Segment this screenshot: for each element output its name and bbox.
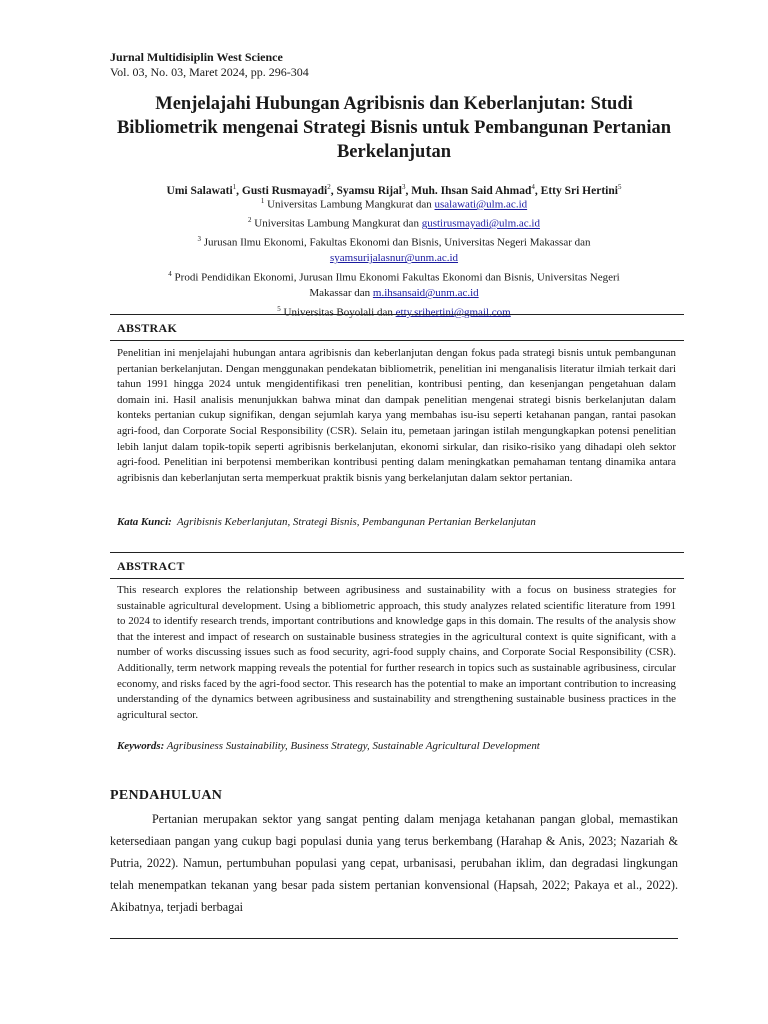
- author-separator: ,: [330, 184, 337, 197]
- author-separator: ,: [534, 184, 541, 197]
- kata-kunci-label: Kata Kunci:: [117, 516, 172, 528]
- author-name: Umi Salawati: [166, 184, 233, 197]
- keywords-text: Agribusiness Sustainability, Business Strategy, Sustainable Agricultural Development: [166, 740, 540, 752]
- section-divider: [110, 314, 684, 315]
- section-divider: [110, 552, 684, 553]
- author-name: Gusti Rusmayadi: [241, 184, 328, 197]
- affiliation-list: [110, 194, 678, 321]
- affiliation-text: Universitas Lambung Mangkurat dan: [251, 217, 422, 230]
- journal-header: [110, 50, 309, 80]
- author-sup: 3: [401, 183, 406, 191]
- email-link[interactable]: syamsurijalasnur@unm.ac.id: [329, 252, 459, 265]
- affiliation-text: Makassar dan: [309, 287, 373, 300]
- affiliation-text: Universitas Lambung Mangkurat dan: [264, 198, 435, 211]
- section-divider: [110, 578, 684, 579]
- author-separator: ,: [405, 184, 412, 197]
- abstract-text: This research explores the relationship between agribusiness and sustainability with a focus on business strategies for sustainable agricultural development. Using a bibliometric approach, this study analyzes related scientific literature from 1991 to 2024 to identify research trends, important contributions and knowledge gaps in this domain. The results of the analysis show that the interest and impact of research on sustainable business strategies in the agricultural context is quite significant, with a number of works discussing issues such as food security, agri-food supply chains, and Corporate Social Responsibility (CSR). Additionally, term network mapping reveals the potential for further research in topics such as sustainable agribusiness, circular economy, and risks faced by the agri-food sector. This research has the potential to make an important contribution to increasing understanding of the dynamics between agribusiness and sustainability and strengthening sustainable business practices in the agricultural sector.: [117, 584, 676, 721]
- author-name: Syamsu Rijal: [336, 184, 402, 197]
- affiliation-sup: 4: [168, 269, 172, 278]
- affiliation-sup: 3: [197, 235, 201, 244]
- affiliation-3-email: [110, 251, 678, 267]
- affiliation-1: [110, 194, 678, 213]
- author-name: Muh. Ihsan Said Ahmad: [411, 184, 532, 197]
- affiliation-text: Prodi Pendidikan Ekonomi, Jurusan Ilmu Ekonomi Fakultas Ekonomi dan Bisnis, Universitas Negeri: [171, 271, 620, 284]
- email-link[interactable]: usalawati@ulm.ac.id: [434, 198, 528, 211]
- abstrak-text: Penelitian ini menjelajahi hubungan antara agribisnis dan keberlanjutan dengan fokus pada strategi bisnis untuk pembangunan pertanian berkelanjutan. Dengan menggunakan pendekatan bibliometrik, penelitian ini menganalisis literatur ilmiah terkait dari tahun 1991 hingga 2024 untuk mengidentifikasi tren penelitian, kontribusi penting, dan kesenjangan pengetahuan dalam domain ini. Hasil analisis menunjukkan bahwa minat dan dampak penelitian mengenai strategi bisnis berkelanjutan dalam konteks pertanian cukup signifikan, dengan sejumlah karya yang membahas isu-isu seperti ketahanan pangan, rantai pasokan agri-food, dan Corporate Social Responsibility (CSR). Selain itu, pemetaan jaringan istilah mengungkapkan potensi penelitian lebih lanjut dalam topik-topik seperti agribisnis berkelanjutan, ekonomi sirkular, dan risiko-risiko yang dihadapi oleh sektor agri-food. Penelitian ini berpotensi memberikan kontribusi penting dalam meningkatkan pemahaman tentang dinamika antara agribisnis dan keberlanjutan serta memperkuat praktik bisnis yang berkelanjutan dalam sektor pertanian.: [117, 347, 676, 484]
- pendahuluan-text: Pertanian merupakan sektor yang sangat penting dalam menjaga ketahanan pangan global, memastikan ketersediaan pangan yang cukup bagi populasi dunia yang terus berkembang (Harahap & Anis, 2023; Nazariah & Putria, 2022). Namun, pertumbuhan populasi yang cepat, urbanisasi, perubahan iklim, dan degradasi lingkungan telah menempatkan tekanan yang besar pada sistem pertanian konvensional (Hapsah, 2022; Pakaya et al., 2022). Akibatnya, terjadi berbagai: [110, 812, 678, 914]
- affiliation-2: [110, 213, 678, 232]
- keywords-label: Keywords:: [117, 740, 165, 752]
- author-sup: 5: [617, 183, 622, 191]
- footer-divider: [110, 938, 678, 939]
- affiliation-sup: 2: [248, 216, 252, 225]
- kata-kunci: [117, 515, 677, 530]
- affiliation-4-cont: [110, 286, 678, 302]
- section-divider: [110, 340, 684, 341]
- email-link[interactable]: m.ihsansaid@unm.ac.id: [372, 287, 479, 300]
- author-name: Etty Sri Hertini: [540, 184, 618, 197]
- affiliation-text: Universitas Boyolali dan: [280, 306, 396, 319]
- kata-kunci-text: Agribisnis Keberlanjutan, Strategi Bisnis, Pembangunan Pertanian Berkelanjutan: [177, 516, 536, 528]
- affiliation-3: [110, 232, 678, 251]
- author-sup: 1: [232, 183, 237, 191]
- pendahuluan-heading: PENDAHULUAN: [110, 788, 223, 803]
- author-sup: 4: [531, 183, 535, 191]
- affiliation-text: Jurusan Ilmu Ekonomi, Fakultas Ekonomi dan Bisnis, Universitas Negeri Makassar dan: [200, 236, 591, 249]
- affiliation-sup: 1: [260, 197, 265, 205]
- author-sup: 2: [327, 183, 331, 191]
- abstrak-heading: ABSTRAK: [117, 321, 178, 335]
- paper-title: Menjelajahi Hubungan Agribisnis dan Keberlanjutan: Studi Bibliometrik mengenai Strategi Bisnis untuk Pembangunan Pertanian Berkelanjutan: [116, 94, 672, 162]
- journal-volume: Vol. 03, No. 03, Maret 2024, pp. 296-304: [110, 65, 309, 79]
- journal-name: Jurnal Multidisiplin West Science: [110, 50, 283, 64]
- abstract-heading: ABSTRACT: [117, 559, 185, 573]
- affiliation-5: [110, 302, 678, 321]
- keywords: [117, 739, 677, 754]
- email-link[interactable]: etty.srihertini@gmail.com: [395, 306, 511, 319]
- affiliation-4: [110, 267, 678, 286]
- author-separator: ,: [236, 184, 242, 197]
- affiliation-sup: 5: [277, 304, 281, 313]
- email-link[interactable]: gustirusmayadi@ulm.ac.id: [421, 217, 540, 230]
